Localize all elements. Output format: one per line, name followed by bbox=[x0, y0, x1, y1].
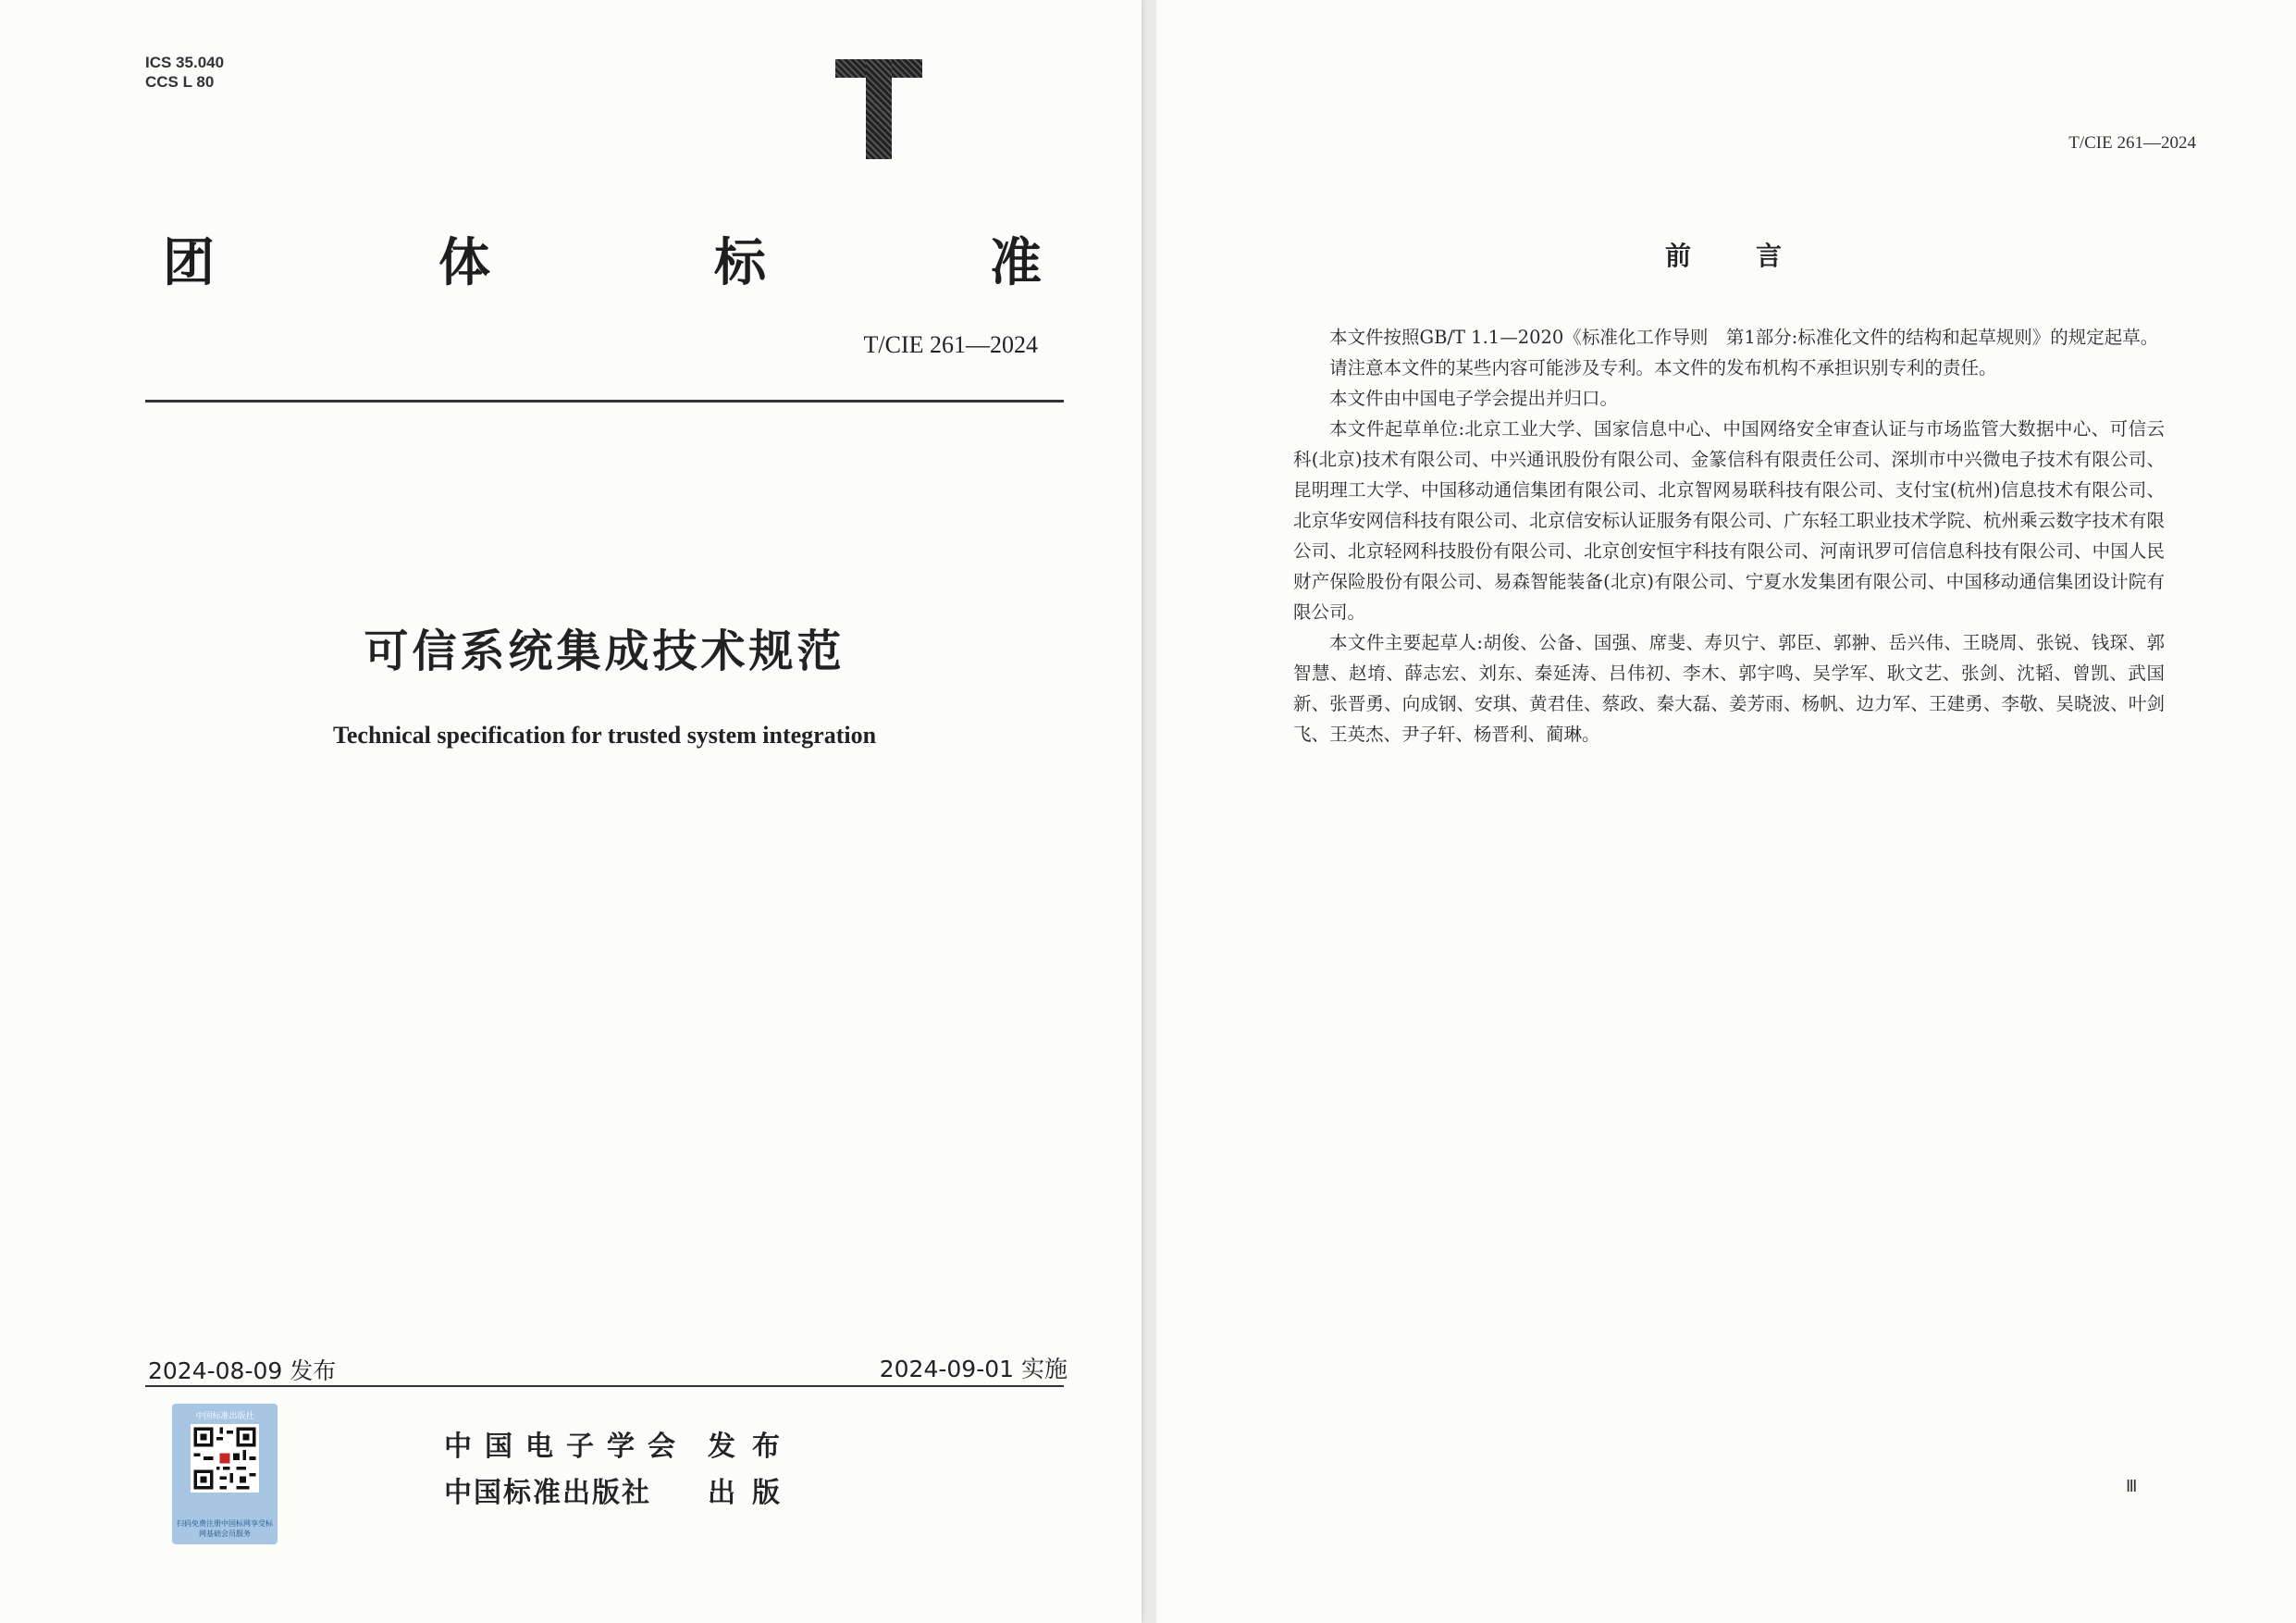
foreword-heading: 前言 bbox=[1665, 241, 1847, 271]
standard-type-char: 标 bbox=[714, 233, 766, 293]
standard-type-char: 准 bbox=[990, 233, 1042, 293]
foreword-paragraph: 本文件主要起草人:胡俊、公备、国强、席斐、寿贝宁、郭臣、郭翀、岳兴伟、王晓周、张锐、钱琛、郭智慧、赵堉、薛志宏、刘东、秦延涛、吕伟初、李木、郭宇鸣、吴学军、耿文艺、张剑、沈韬、曾凯、武国新、张晋勇、向成钢、安琪、黄君佳、蔡政、秦大磊、姜芳雨、杨帆、边力军、王建勇、李敬、吴晓波、叶剑飞、王英杰、尹子轩、杨晋利、蔺琳。 bbox=[1293, 632, 2165, 745]
sticker-publisher: 中国标准出版社 bbox=[195, 1412, 254, 1421]
standard-code: T/CIE 261—2024 bbox=[863, 331, 1038, 358]
top-divider bbox=[145, 400, 1064, 403]
standard-type-heading bbox=[163, 222, 1042, 296]
t-logo-icon bbox=[828, 52, 930, 165]
cover-page bbox=[0, 0, 1142, 1623]
issue-action: 发布 bbox=[708, 1431, 796, 1463]
running-header-code: T/CIE 261—2024 bbox=[2068, 133, 2196, 153]
ics-code: ICS 35.040 bbox=[145, 54, 225, 71]
sticker-caption: 扫码免费注册中国标网享受标网基础会员服务 bbox=[177, 1519, 273, 1538]
qr-code-icon bbox=[191, 1424, 259, 1493]
publish-date: 2024-08-09 发布 bbox=[148, 1357, 337, 1384]
publish-action: 出版 bbox=[708, 1477, 796, 1509]
issuing-organization: 中国电子学会 bbox=[444, 1431, 688, 1463]
effective-date: 2024-09-01 实施 bbox=[879, 1356, 1068, 1382]
anti-counterfeit-sticker bbox=[172, 1404, 278, 1544]
title-english: Technical specification for trusted system integration bbox=[332, 722, 877, 749]
foreword-paragraph: 本文件由中国电子学会提出并归口。 bbox=[1329, 388, 1619, 409]
standard-type-char: 团 bbox=[163, 233, 215, 293]
page-number: Ⅲ bbox=[2126, 1477, 2138, 1495]
title-chinese: 可信系统集成技术规范 bbox=[364, 626, 846, 677]
classification-codes bbox=[145, 53, 224, 92]
foreword-paragraph: 本文件按照GB/T 1.1—2020《标准化工作导则 第1部分:标准化文件的结构和起草规则》的规定起草。 bbox=[1329, 327, 2159, 348]
publishing-organization: 中国标准出版社 bbox=[444, 1477, 651, 1509]
foreword-body bbox=[1293, 322, 2165, 750]
ccs-code: CCS L 80 bbox=[145, 73, 215, 91]
foreword-paragraph: 本文件起草单位:北京工业大学、国家信息中心、中国网络安全审查认证与市场监管大数据中心、可信云科(北京)技术有限公司、中兴通讯股份有限公司、金篆信科有限责任公司、深圳市中兴微电子技术有限公司、昆明理工大学、中国移动通信集团有限公司、北京智网易联科技有限公司、支付宝(杭州)信息技术有限公司、北京华安网信科技有限公司、北京信安标认证服务有限公司、广东轻工职业技术学院、杭州乘云数字技术有限公司、北京轻网科技股份有限公司、北京创安恒宇科技有限公司、河南讯罗可信信息科技有限公司、中国人民财产保险股份有限公司、易森智能装备(北京)有限公司、宁夏水发集团有限公司、中国移动通信集团设计院有限公司。 bbox=[1293, 418, 2165, 623]
foreword-paragraph: 请注意本文件的某些内容可能涉及专利。本文件的发布机构不承担识别专利的责任。 bbox=[1329, 357, 1997, 378]
foreword-page bbox=[1156, 0, 2296, 1623]
standard-type-char: 体 bbox=[438, 233, 490, 293]
bottom-divider bbox=[145, 1385, 1064, 1387]
